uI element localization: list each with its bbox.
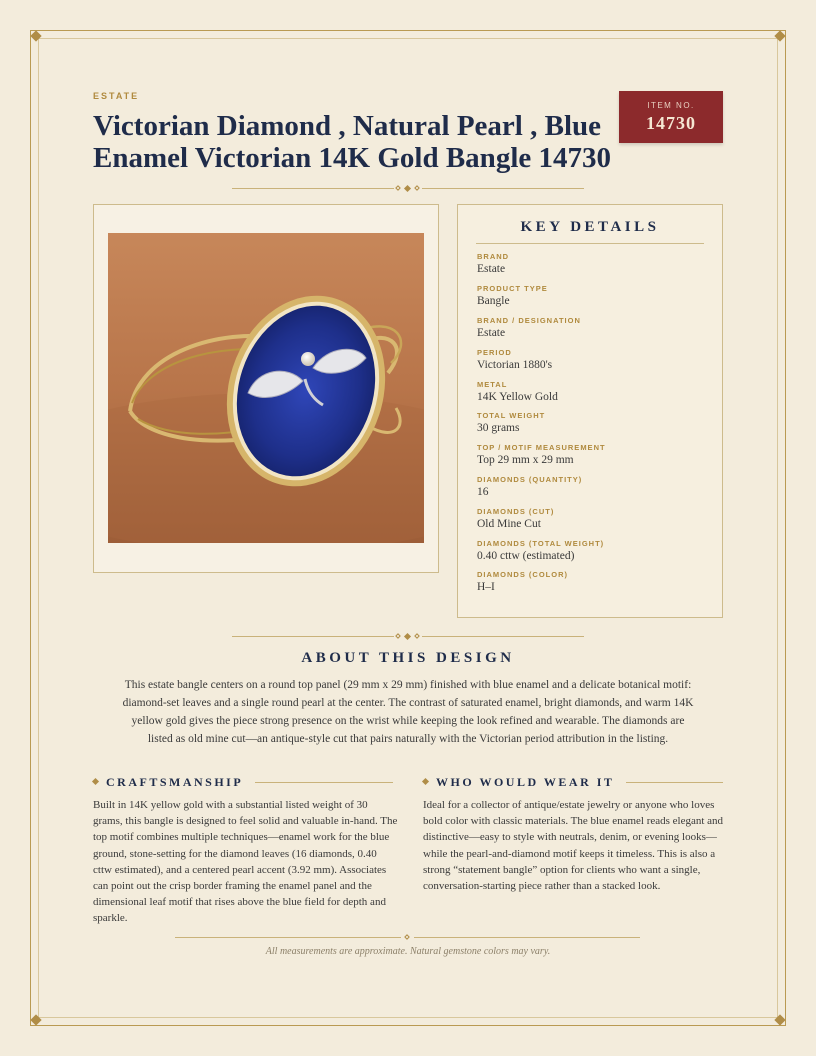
detail-diamond-weight — [477, 539, 604, 562]
detail-label: DIAMONDS (TOTAL WEIGHT) — [477, 539, 605, 548]
category-eyebrow: ESTATE — [93, 91, 140, 101]
detail-diamond-quantity — [477, 475, 582, 498]
detail-brand — [477, 252, 509, 275]
detail-label: BRAND — [477, 252, 510, 261]
footer-divider-left — [175, 937, 401, 938]
item-number-label: ITEM NO. — [647, 101, 695, 110]
item-number-badge — [619, 91, 723, 143]
craftsmanship-body: Built in 14K yellow gold with a substantial listed weight of 30 grams, this bangle is designed to feel solid and valuable in-hand. The top motif combines multiple techniques—enamel work for the blue ground, stone-setting for the diamond leaves (16 diamonds, 0.40 cttw estimated), and a centered pearl accent (3.92 mm). Associates can point out the crisp border framing the enamel panel and the dimensional leaf motif that rises above the blue field for depth and sparkle. — [93, 799, 398, 925]
detail-value: Bangle — [477, 295, 510, 307]
footer-divider-right — [414, 937, 640, 938]
detail-metal — [477, 380, 558, 403]
detail-value: Old Mine Cut — [477, 518, 541, 530]
about-heading: ABOUT THIS DESIGN — [301, 650, 515, 666]
footer-disclaimer: All measurements are approximate. Natural gemstone colors may vary. — [265, 946, 551, 957]
product-photo-card — [93, 204, 439, 573]
detail-diamond-color — [477, 570, 568, 593]
product-photo — [108, 233, 424, 543]
who-wears-rule — [626, 782, 723, 783]
about-body: This estate bangle centers on a round top panel (29 mm x 29 mm) finished with blue enamel and a delicate botanical motif: diamond-set leaves and a single round pearl at the center. The contrast of saturated enamel, bright diamonds, and warm 14K yellow gold gives the piece strong presence on the wrist while keeping the look refined and wearable. The diamonds are listed as old mine cut—an antique-style cut that pairs naturally with the Victorian period attribution in the listing. — [122, 679, 694, 745]
key-details-rule — [476, 243, 704, 244]
item-number-value: 14730 — [646, 113, 696, 133]
who-wears-body: Ideal for a collector of antique/estate jewelry or anyone who loves bold color with classic materials. The blue enamel reads elegant and distinctive—easy to style with neutrals, denim, or evening looks—while the pearl-and-diamond motif keeps it timeless. This is also a strong “statement bangle” option for clients who want a single, conversation-starting piece rather than a stacked look. — [423, 799, 724, 893]
detail-value: 0.40 cttw (estimated) — [477, 550, 575, 562]
page-title: Victorian Diamond , Natural Pearl , Blue Enamel Victorian 14K Gold Bangle 14730 — [93, 110, 611, 174]
detail-value: Top 29 mm x 29 mm — [477, 454, 574, 466]
detail-label: TOTAL WEIGHT — [477, 411, 546, 420]
detail-value: 14K Yellow Gold — [477, 391, 558, 403]
title-divider-right — [422, 188, 584, 189]
detail-label: TOP / MOTIF MEASUREMENT — [477, 443, 606, 452]
who-wears-heading: WHO WOULD WEAR IT — [436, 775, 615, 789]
detail-label: DIAMONDS (QUANTITY) — [477, 475, 583, 484]
detail-label: METAL — [477, 380, 508, 389]
title-divider-left — [232, 188, 394, 189]
about-divider-right — [422, 636, 584, 637]
detail-designation — [477, 316, 581, 339]
detail-value: H–I — [477, 581, 495, 593]
detail-total-weight — [477, 411, 545, 434]
bangle-illustration — [108, 233, 424, 543]
detail-value: 30 grams — [477, 422, 520, 434]
craftsmanship-heading: CRAFTSMANSHIP — [106, 775, 244, 789]
craftsmanship-rule — [255, 782, 393, 783]
about-divider-left — [232, 636, 394, 637]
detail-product-type — [477, 284, 548, 307]
detail-diamond-cut — [477, 507, 554, 530]
detail-label: DIAMONDS (CUT) — [477, 507, 555, 516]
detail-measurement — [477, 443, 606, 466]
key-details-panel — [457, 204, 723, 618]
detail-value: Victorian 1880's — [477, 359, 553, 371]
detail-value: Estate — [477, 327, 506, 339]
detail-label: BRAND / DESIGNATION — [477, 316, 581, 325]
detail-label: PERIOD — [477, 348, 512, 357]
detail-label: DIAMONDS (COLOR) — [477, 570, 568, 579]
detail-label: PRODUCT TYPE — [477, 284, 548, 293]
detail-value: 16 — [477, 486, 489, 498]
detail-period — [477, 348, 552, 371]
key-details-heading: KEY DETAILS — [520, 219, 660, 235]
detail-value: Estate — [477, 263, 506, 275]
